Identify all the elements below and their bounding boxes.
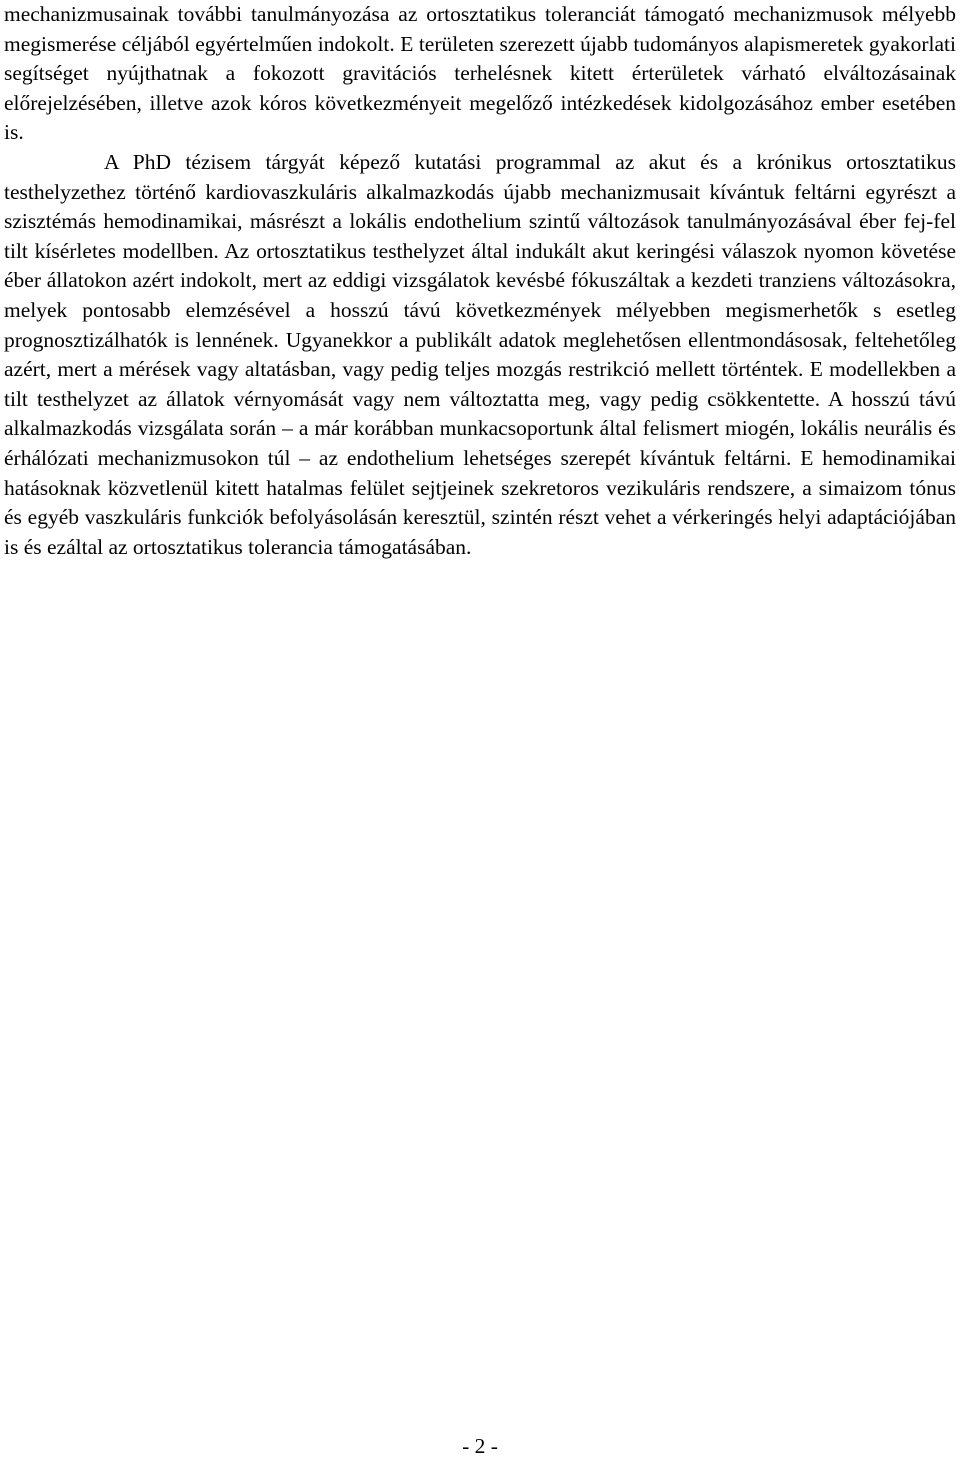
page-number: - 2 - [462,1434,498,1458]
document-page [4,0,956,562]
paragraph-continuation: mechanizmusainak további tanulmányozása az ortosztatikus toleranciát támogató mechanizmusok mélyebb megismerése céljából egyértelműen indokolt. E területen szerezett újabb tudományos alapismeretek gyakorlati segítséget nyújthatnak a fokozott gravitációs terhelésnek kitett érterületek várható elváltozásainak előrejelzésében, illetve azok kóros következményeit megelőző intézkedések kidolgozásához ember esetében is. [4,2,956,145]
paragraph-phd-thesis-topic: A PhD tézisem tárgyát képező kutatási programmal az akut és a krónikus ortosztatikus testhelyzethez történő kardiovaszkuláris alkalmazkodás újabb mechanizmusait kívántuk feltárni egyrészt a szisztémás hemodinamikai, másrészt a lokális endothelium szintű változások tanulmányozásával éber fej-fel tilt kísérletes modellben. Az ortosztatikus testhelyzet által indukált akut keringési válaszok nyomon követése éber állatokon azért indokolt, mert az eddigi vizsgálatok kevésbé fókuszáltak a kezdeti tranziens változásokra, melyek pontosabb elemzésével a hosszú távú következmények mélyebben megismerhetők s esetleg prognosztizálhatók is lennének. Ugyanekkor a publikált adatok meglehetősen ellentmondásosak, feltehetőleg azért, mert a mérések vagy altatásban, vagy pedig teljes mozgás restrikció mellett történtek. E modellekben a tilt testhelyzet az állatok vérnyomását vagy nem változtatta meg, vagy pedig csökkentette. A hosszú távú alkalmazkodás vizsgálata során – a már korábban munkacsoportunk által felismert miogén, lokális neurális és érhálózati mechanizmusokon túl – az endothelium lehetséges szerepét kívántuk feltárni. E hemodinamikai hatásoknak közvetlenül kitett hatalmas felület sejtjeinek szekretoros vezikuláris rendszere, a simaizom tónus és egyéb vaszkuláris funkciók befolyásolásán keresztül, szintén részt vehet a vérkeringés helyi adaptációjában is és ezáltal az ortosztatikus tolerancia támogatásában. [4,149,956,559]
